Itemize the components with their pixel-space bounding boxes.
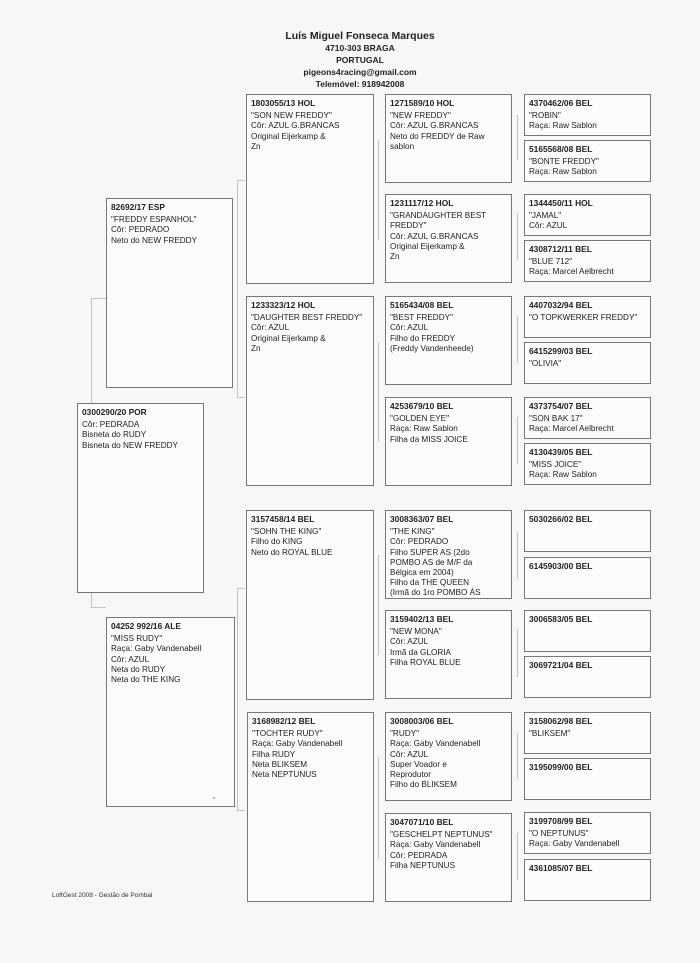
card-line: Raça: Raw Sablon bbox=[529, 121, 597, 131]
pedigree-card-gen5 bbox=[524, 342, 651, 384]
pedigree-card-gen3 bbox=[246, 296, 374, 486]
ring-number: 04252 992/16 ALE bbox=[111, 621, 181, 631]
pedigree-card-gen5 bbox=[524, 194, 651, 236]
card-line: "BLIKSEM" bbox=[529, 729, 571, 739]
pedigree-card-gen5 bbox=[524, 557, 651, 599]
ring-number: 4407032/94 BEL bbox=[529, 300, 593, 310]
card-line: Raça: Marcel Aelbrecht bbox=[529, 267, 614, 277]
card-line: Raça: Gaby Vandenabell bbox=[390, 739, 481, 749]
card-line: Neta do RUDY bbox=[111, 664, 166, 674]
connector-line bbox=[378, 555, 379, 655]
card-line: Raça: Gaby Vandenabell bbox=[390, 840, 481, 850]
ring-number: 1233323/12 HOL bbox=[251, 300, 316, 310]
connector-line bbox=[237, 180, 238, 398]
card-line: "THE KING" bbox=[390, 527, 435, 537]
pedigree-card-gen5 bbox=[524, 656, 651, 698]
card-line: "BEST FREDDY" bbox=[390, 313, 453, 323]
card-line: Filha RUDY bbox=[252, 749, 296, 759]
ring-number: 3157458/14 BEL bbox=[251, 514, 315, 524]
ring-number: 3008003/06 BEL bbox=[390, 716, 454, 726]
ring-number: 4370462/06 BEL bbox=[529, 98, 593, 108]
pedigree-card-gen5 bbox=[524, 859, 651, 901]
ring-number: 3199708/99 BEL bbox=[529, 816, 593, 826]
connector-line bbox=[517, 629, 518, 677]
breeder-header bbox=[250, 30, 470, 90]
card-line: "O NEPTUNUS" bbox=[529, 829, 589, 839]
pedigree-card-sire bbox=[106, 198, 233, 388]
ring-number: 1803055/13 HOL bbox=[251, 98, 316, 108]
card-line: "GRANDAUGHTER BEST bbox=[390, 211, 487, 221]
ring-number: 3159402/13 BEL bbox=[390, 614, 454, 624]
card-line: (Freddy Vandenheede) bbox=[390, 343, 474, 353]
card-line: "ROBIN" bbox=[529, 111, 561, 121]
pedigree-card-gen4 bbox=[385, 510, 512, 599]
connector-line bbox=[517, 833, 518, 880]
card-line: Filho do FREDDY bbox=[390, 333, 456, 343]
card-line: Raça: Raw Sablon bbox=[529, 167, 597, 177]
breeder-email: pigeons4racing@gmail.com bbox=[303, 67, 417, 77]
connector-line bbox=[378, 757, 379, 859]
pedigree-card-gen5 bbox=[524, 397, 651, 439]
breeder-address: 4710-303 BRAGA bbox=[325, 43, 395, 53]
ring-number: 1231117/12 HOL bbox=[390, 198, 454, 208]
ring-number: 1344450/11 HOL bbox=[529, 198, 593, 208]
card-line: Côr: AZUL bbox=[390, 323, 429, 333]
scan-speck bbox=[213, 797, 215, 799]
card-line: Neta BLIKSEM bbox=[252, 759, 308, 769]
card-line: "TOCHTER RUDY" bbox=[252, 729, 323, 739]
breeder-country: PORTUGAL bbox=[336, 55, 384, 65]
connector-line bbox=[517, 532, 518, 579]
card-line: "SOHN THE KING" bbox=[251, 527, 322, 537]
card-line: Neta do THE KING bbox=[111, 675, 181, 685]
card-line: Côr: PEDRADA bbox=[390, 850, 448, 860]
card-line: Filha NEPTUNUS bbox=[390, 860, 456, 870]
pedigree-card-gen3 bbox=[246, 94, 374, 284]
card-line: Raça: Gaby Vandenabell bbox=[111, 644, 202, 654]
connector-line bbox=[517, 733, 518, 779]
card-line: Neto do NEW FREDDY bbox=[111, 235, 197, 245]
breeder-phone: Telemóvel: 918942008 bbox=[315, 79, 405, 89]
pedigree-card-gen5 bbox=[524, 296, 651, 338]
connector-line bbox=[517, 115, 518, 160]
ring-number: 3047071/10 BEL bbox=[390, 817, 454, 827]
pedigree-card-gen4 bbox=[385, 610, 512, 699]
card-line: Côr: AZUL bbox=[390, 637, 429, 647]
pedigree-card-gen5 bbox=[524, 240, 651, 282]
card-line: Raça: Raw Sablon bbox=[390, 424, 458, 434]
card-line: Côr: PEDRADO bbox=[390, 537, 449, 547]
ring-number: 6415299/03 BEL bbox=[529, 346, 593, 356]
card-line: Raça: Raw Sablon bbox=[529, 470, 597, 480]
breeder-name: Luís Miguel Fonseca Marques bbox=[285, 30, 435, 42]
card-line: Filha ROYAL BLUE bbox=[390, 657, 461, 667]
card-line: Côr: AZUL bbox=[390, 749, 429, 759]
pedigree-card-gen5 bbox=[524, 94, 651, 136]
pedigree-card-gen5 bbox=[524, 712, 651, 754]
connector-line bbox=[517, 417, 518, 464]
pedigree-card-gen5 bbox=[524, 140, 651, 182]
ring-number: 82692/17 ESP bbox=[111, 202, 166, 212]
card-line: "BONTE FREDDY" bbox=[529, 157, 599, 167]
pedigree-card-gen5 bbox=[524, 812, 651, 854]
connector-line bbox=[378, 140, 379, 240]
pedigree-card-gen3 bbox=[247, 712, 374, 902]
ring-number: 3008363/07 BEL bbox=[390, 514, 454, 524]
pedigree-card-gen5 bbox=[524, 758, 651, 800]
card-line: Zn bbox=[390, 252, 400, 262]
ring-number: 4361085/07 BEL bbox=[529, 863, 593, 873]
card-line: Reprodutor bbox=[390, 770, 431, 780]
connector-line bbox=[91, 298, 106, 299]
pedigree-card-gen3 bbox=[246, 510, 374, 700]
card-line: "MISS JOICE" bbox=[529, 460, 582, 470]
ring-number: 4308712/11 BEL bbox=[529, 244, 592, 254]
card-line: Neto do ROYAL BLUE bbox=[251, 547, 333, 557]
card-line: Côr: AZUL bbox=[529, 221, 568, 231]
card-line: Côr: AZUL bbox=[251, 323, 290, 333]
ring-number: 5030266/02 BEL bbox=[529, 514, 593, 524]
card-line: Côr: PEDRADO bbox=[111, 225, 170, 235]
card-line: Super Voador e bbox=[390, 759, 447, 769]
card-line: "O TOPKWERKER FREDDY" bbox=[529, 313, 638, 323]
card-line: Original Eijerkamp & bbox=[251, 333, 326, 343]
card-line: "SON NEW FREDDY" bbox=[251, 111, 332, 121]
card-line: FREDDY" bbox=[390, 221, 427, 231]
connector-line bbox=[237, 588, 245, 589]
ring-number: 3069721/04 BEL bbox=[529, 660, 593, 670]
pedigree-card-gen4 bbox=[385, 296, 512, 385]
pedigree-card-gen5 bbox=[524, 510, 651, 552]
card-line: Filho do BLIKSEM bbox=[390, 780, 457, 790]
card-line: "GOLDEN EYE" bbox=[390, 414, 450, 424]
pedigree-card-subject bbox=[77, 403, 204, 593]
connector-line bbox=[517, 213, 518, 260]
connector-line bbox=[237, 397, 245, 398]
card-line: "FREDDY ESPANHOL" bbox=[111, 215, 197, 225]
software-footer: LoftGest 2008 - Gestão de Pombal bbox=[52, 892, 153, 899]
connector-line bbox=[91, 607, 106, 608]
card-line: sablon bbox=[390, 141, 415, 151]
ring-number: 3195099/00 BEL bbox=[529, 762, 593, 772]
card-line: Bisneta do NEW FREDDY bbox=[82, 440, 179, 450]
card-line: "RUDY" bbox=[390, 729, 420, 739]
card-line: "OLIVIA" bbox=[529, 359, 562, 369]
card-line: "NEW FREDDY" bbox=[390, 111, 451, 121]
connector-line bbox=[378, 342, 379, 442]
ring-number: 3168982/12 BEL bbox=[252, 716, 316, 726]
card-line: Filha da MISS JOICE bbox=[390, 434, 468, 444]
pedigree-card-gen4 bbox=[385, 397, 512, 486]
ring-number: 3006583/05 BEL bbox=[529, 614, 593, 624]
card-line: Raça: Marcel Aelbrecht bbox=[529, 424, 614, 434]
card-line: "BLUE 712" bbox=[529, 257, 573, 267]
card-line: "JAMAL" bbox=[529, 211, 562, 221]
ring-number: 6145903/00 BEL bbox=[529, 561, 593, 571]
connector-line bbox=[237, 588, 238, 810]
card-line: Bisneta do RUDY bbox=[82, 430, 147, 440]
card-line: Filho do KING bbox=[251, 537, 303, 547]
card-line: Original Eijerkamp & bbox=[251, 131, 326, 141]
card-line: Côr: AZUL G.BRANCAS bbox=[390, 121, 479, 131]
card-line: "DAUGHTER BEST FREDDY" bbox=[251, 313, 363, 323]
card-line: Raça: Gaby Vandenabell bbox=[529, 839, 620, 849]
ring-number: 0300290/20 POR bbox=[82, 407, 147, 417]
card-line: Côr: PEDRADA bbox=[82, 420, 140, 430]
card-line: "MISS RUDY" bbox=[111, 634, 163, 644]
card-line: "NEW MONA" bbox=[390, 627, 442, 637]
pedigree-card-gen4 bbox=[385, 94, 512, 183]
card-line: Filho SUPER AS (2do bbox=[390, 547, 470, 557]
card-line: Côr: AZUL G.BRANCAS bbox=[251, 121, 340, 131]
pedigree-card-gen4 bbox=[385, 813, 512, 902]
pedigree-card-gen5 bbox=[524, 610, 651, 652]
card-line: Zn bbox=[251, 141, 261, 151]
ring-number: 4253679/10 BEL bbox=[390, 401, 454, 411]
pedigree-card-dam bbox=[106, 617, 235, 807]
card-line: Zn bbox=[251, 343, 261, 353]
card-line: "GESCHELPT NEPTUNUS" bbox=[390, 830, 493, 840]
card-line: Côr: AZUL G.BRANCAS bbox=[390, 231, 479, 241]
card-line: Neta NEPTUNUS bbox=[252, 770, 317, 780]
ring-number: 4130439/05 BEL bbox=[529, 447, 593, 457]
connector-line bbox=[517, 316, 518, 363]
card-line: "SON BAK 17" bbox=[529, 414, 583, 424]
card-line: Original Eijerkamp & bbox=[390, 241, 465, 251]
ring-number: 5165568/08 BEL bbox=[529, 144, 593, 154]
pedigree-card-gen4 bbox=[385, 194, 512, 283]
connector-line bbox=[237, 810, 245, 811]
pedigree-card-gen4 bbox=[385, 712, 512, 801]
pedigree-card-gen5 bbox=[524, 443, 651, 485]
ring-number: 3158062/98 BEL bbox=[529, 716, 593, 726]
card-line: POMBO AS de M/F da bbox=[390, 557, 473, 567]
card-line: Côr: AZUL bbox=[111, 654, 150, 664]
ring-number: 5165434/08 BEL bbox=[390, 300, 454, 310]
card-line: Raça: Gaby Vandenabell bbox=[252, 739, 343, 749]
card-line: Filho da THE QUEEN bbox=[390, 578, 470, 588]
connector-line bbox=[237, 180, 245, 181]
ring-number: 1271589/10 HOL bbox=[390, 98, 455, 108]
card-line: Neto do FREDDY de Raw bbox=[390, 131, 485, 141]
card-line: Bélgica em 2004) bbox=[390, 568, 454, 578]
card-line: (Irmã do 1ro POMBO ÁS bbox=[390, 588, 481, 598]
card-line: Irmã da GLORIA bbox=[390, 647, 451, 657]
ring-number: 4373754/07 BEL bbox=[529, 401, 593, 411]
